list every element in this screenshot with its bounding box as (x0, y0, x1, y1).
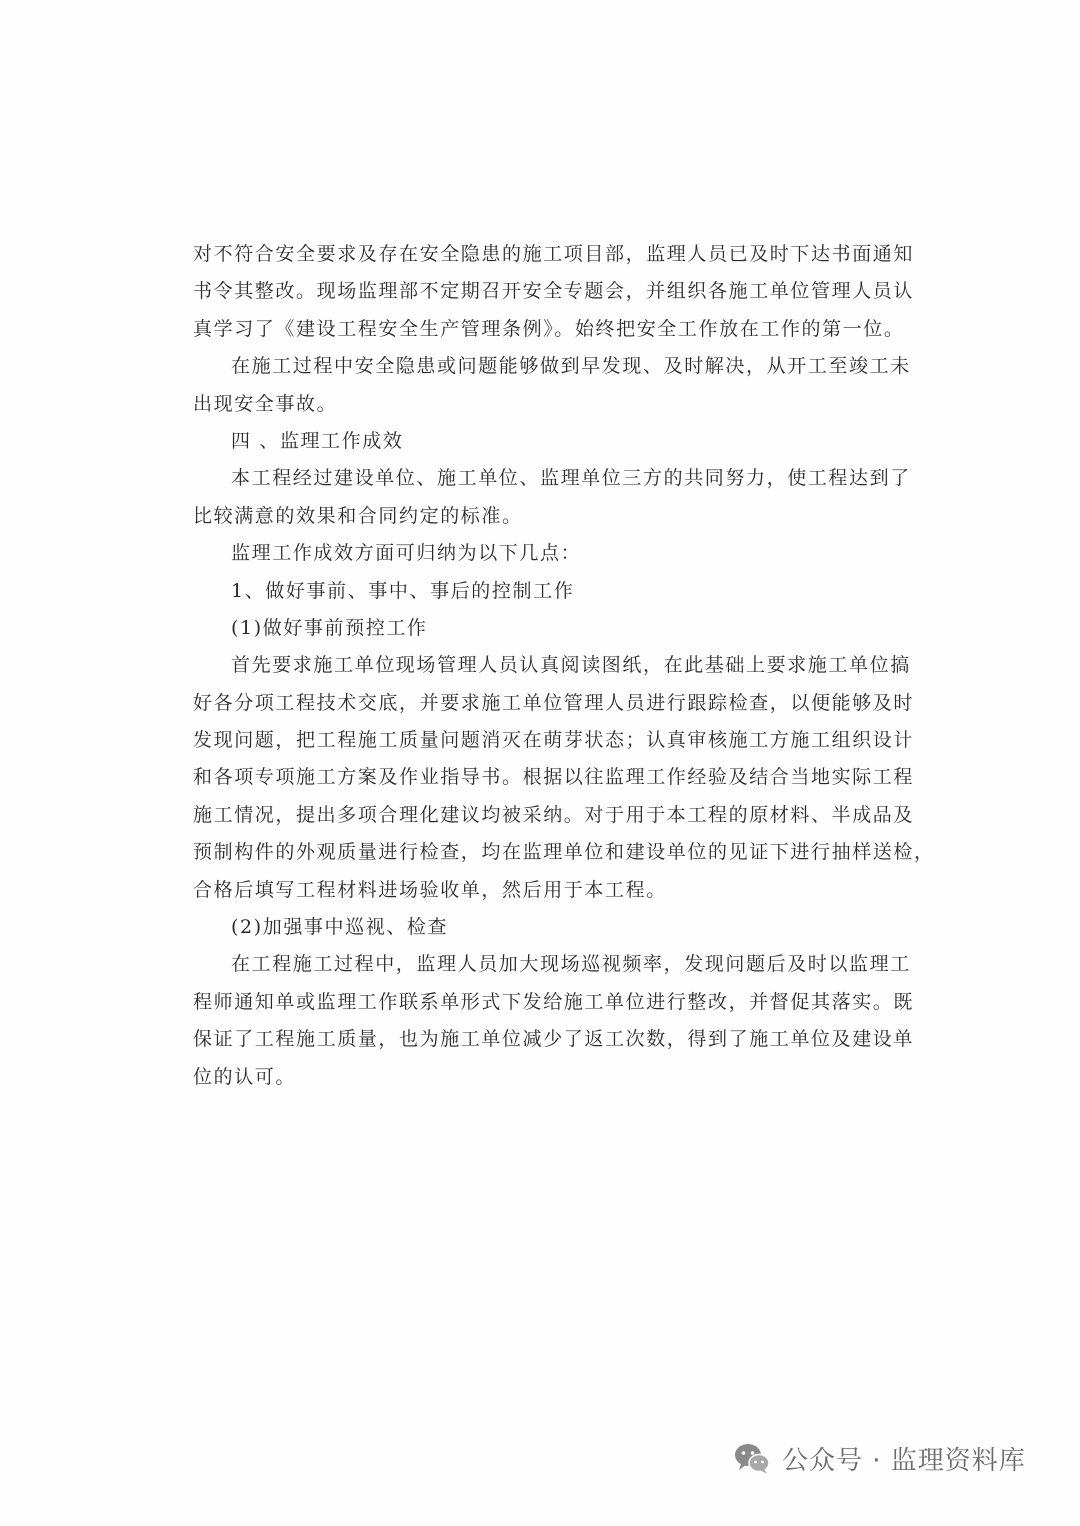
text-line: 发现问题，把工程施工质量问题消灭在萌芽状态；认真审核施工方施工组织设计 (193, 729, 915, 752)
watermark (732, 1436, 1026, 1480)
text-line: 合格后填写工程材料进场验收单，然后用于本工程。 (193, 878, 667, 901)
subsection-heading: 1、做好事前、事中、事后的控制工作 (231, 579, 575, 602)
section-heading: 四 、监理工作成效 (231, 429, 404, 452)
text-line: 真学习了《建设工程安全生产管理条例》。始终把安全工作放在工作的第一位。 (193, 317, 905, 340)
text-line: 保证了工程施工质量，也为施工单位减少了返工次数，得到了施工单位及建设单 (193, 1028, 915, 1051)
text-line: 好各分项工程技术交底，并要求施工单位管理人员进行跟踪检查，以便能够及时 (193, 691, 915, 714)
watermark-text: 公众号 · 监理资料库 (782, 1445, 1026, 1476)
text-line: 程师通知单或监理工作联系单形式下发给施工单位进行整改，并督促其落实。既 (193, 990, 915, 1013)
text-line: 在工程施工过程中，监理人员加大现场巡视频率，发现问题后及时以监理工 (231, 953, 911, 976)
text-line: 和各项专项施工方案及作业指导书。根据以往监理工作经验及结合当地实际工程 (193, 766, 915, 789)
text-line: 施工情况，提出多项合理化建议均被采纳。对于用于本工程的原材料、半成品及 (193, 803, 915, 826)
text-line: 监理工作成效方面可归纳为以下几点： (231, 542, 582, 565)
subsection-heading: (2)加强事中巡视、检查 (231, 916, 449, 939)
text-line: 书令其整改。现场监理部不定期召开安全专题会，并组织各施工单位管理人员认 (193, 280, 915, 303)
text-line: 预制构件的外观质量进行检查，均在监理单位和建设单位的见证下进行抽样送检， (193, 841, 935, 864)
subsection-heading: (1)做好事前预控工作 (231, 616, 428, 639)
wechat-icon (732, 1438, 772, 1478)
text-line: 在施工过程中安全隐患或问题能够做到早发现、及时解决，从开工至竣工未 (231, 355, 911, 378)
text-line: 位的认可。 (193, 1065, 297, 1088)
text-line: 出现安全事故。 (193, 392, 338, 415)
text-line: 首先要求施工单位现场管理人员认真阅读图纸，在此基础上要求施工单位搞 (231, 654, 911, 677)
document-body (193, 236, 935, 1096)
text-line: 对不符合安全要求及存在安全隐患的施工项目部，监理人员已及时下达书面通知 (193, 243, 915, 265)
text-line: 本工程经过建设单位、施工单位、监理单位三方的共同努力，使工程达到了 (231, 467, 911, 490)
text-line: 比较满意的效果和合同约定的标准。 (193, 504, 523, 527)
